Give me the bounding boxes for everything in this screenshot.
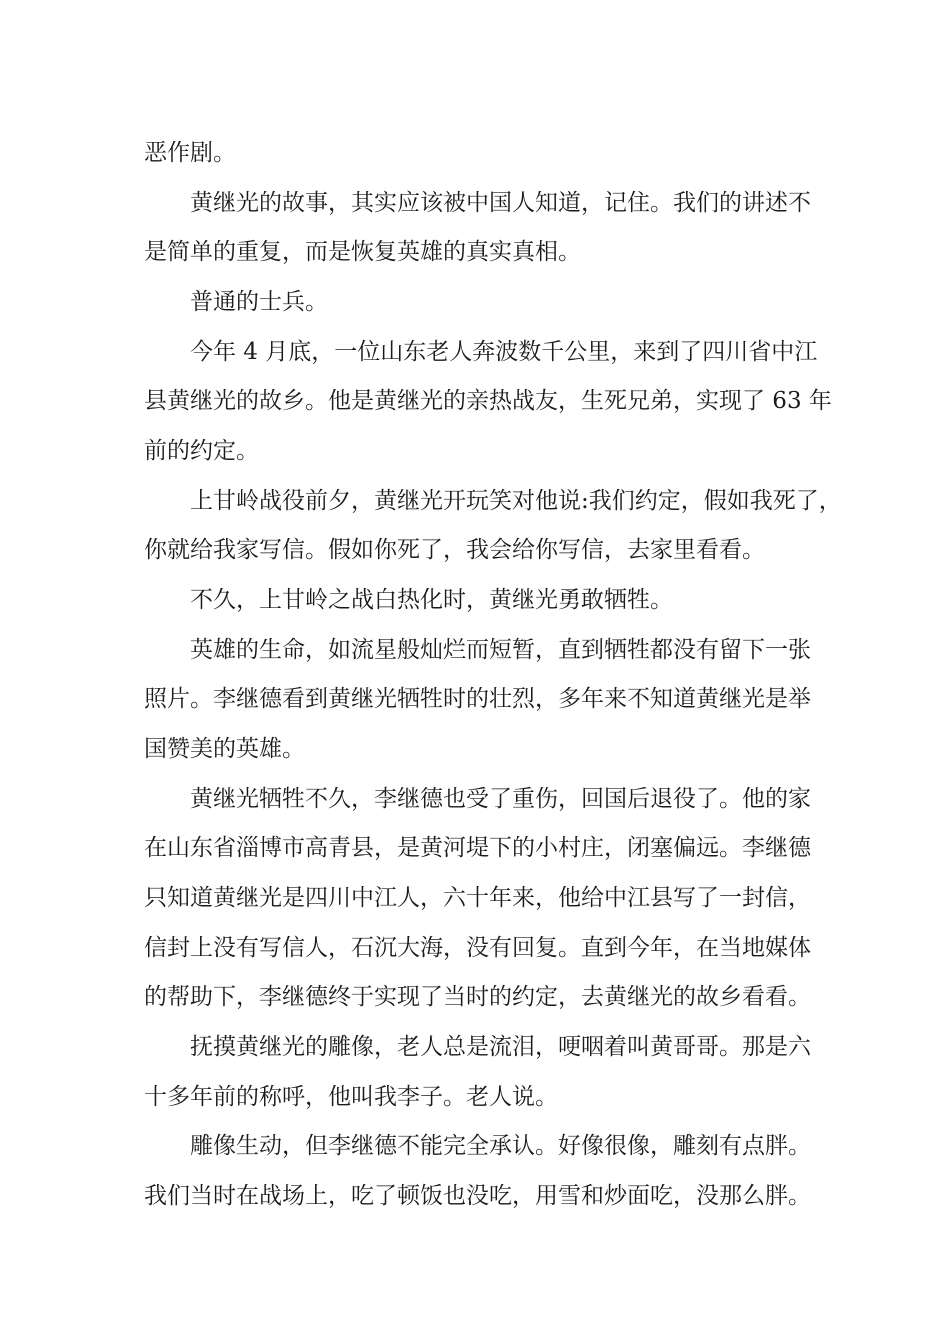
text-line: 雕像生动，但李继德不能完全承认。好像很像，雕刻有点胖。 (190, 1133, 811, 1159)
text-line: 恶作剧。 (144, 140, 236, 166)
text-line: 的帮助下，李继德终于实现了当时的约定，去黄继光的故乡看看。 (144, 984, 811, 1010)
text-line: 黄继光的故事，其实应该被中国人知道，记住。我们的讲述不 (190, 190, 811, 216)
text-line: 抚摸黄继光的雕像，老人总是流泪，哽咽着叫黄哥哥。那是六 (190, 1034, 811, 1060)
text-line: 信封上没有写信人，石沉大海，没有回复。直到今年，在当地媒体 (144, 935, 811, 961)
text-line: 国赞美的英雄。 (144, 736, 305, 762)
text-line: 前的约定。 (144, 438, 259, 464)
text-line: 只知道黄继光是四川中江人，六十年来，他给中江县写了一封信， (144, 885, 811, 911)
text-line: 十多年前的称呼，他叫我李子。老人说。 (144, 1084, 558, 1110)
text-line: 英雄的生命，如流星般灿烂而短暂，直到牺牲都没有留下一张 (190, 637, 811, 663)
text-line: 县黄继光的故乡。他是黄继光的亲热战友，生死兄弟，实现了 63 年 (144, 388, 832, 414)
text-line: 照片。李继德看到黄继光牺牲时的壮烈，多年来不知道黄继光是举 (144, 686, 811, 712)
text-line: 今年 4 月底，一位山东老人奔波数千公里，来到了四川省中江 (190, 339, 818, 365)
text-line: 普通的士兵。 (190, 289, 328, 315)
text-line: 你就给我家写信。假如你死了，我会给你写信，去家里看看。 (144, 537, 765, 563)
text-line: 是简单的重复，而是恢复英雄的真实真相。 (144, 239, 581, 265)
text-line: 我们当时在战场上，吃了顿饭也没吃，用雪和炒面吃，没那么胖。 (144, 1183, 811, 1209)
text-line: 黄继光牺牲不久，李继德也受了重伤，回国后退役了。他的家 (190, 786, 811, 812)
text-line: 在山东省淄博市高青县，是黄河堤下的小村庄，闭塞偏远。李继德 (144, 835, 811, 861)
text-line: 不久，上甘岭之战白热化时，黄继光勇敢牺牲。 (190, 587, 673, 613)
text-line: 上甘岭战役前夕，黄继光开玩笑对他说:我们约定，假如我死了， (190, 488, 842, 514)
